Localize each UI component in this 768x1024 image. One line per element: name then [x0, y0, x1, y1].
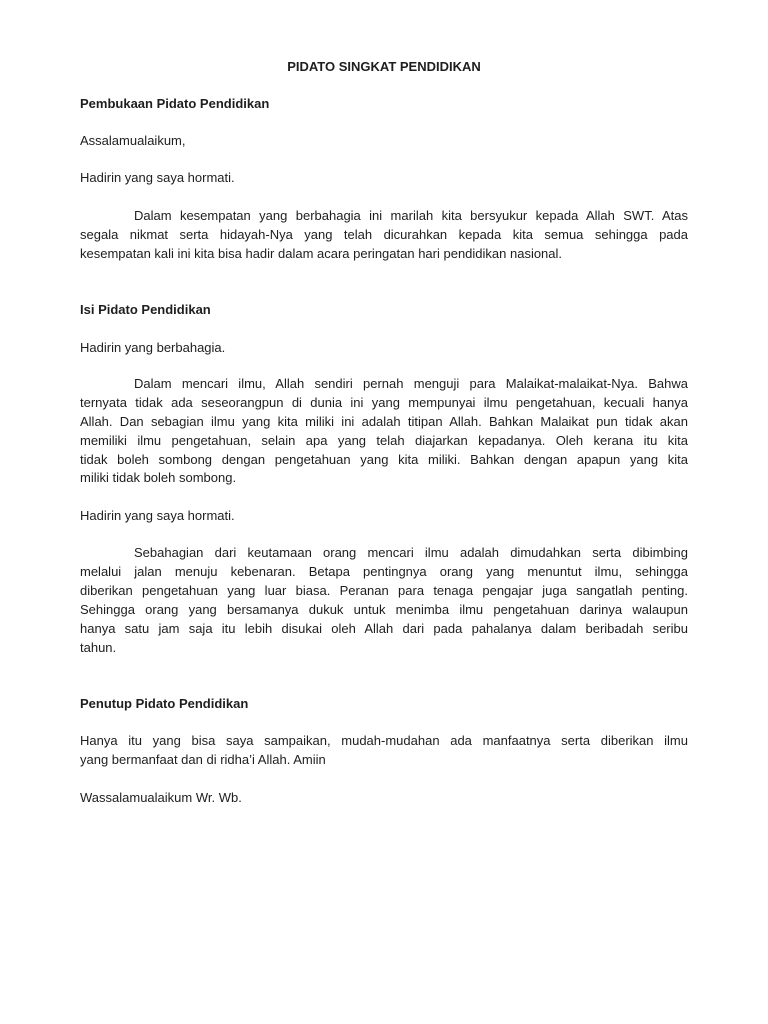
paragraph-line: Allah. Dan sebagian ilmu yang kita miliki ini adalah titipan Allah. Bahkan Malaikat pun tidak akan [80, 414, 688, 429]
paragraph-line: Sehingga orang yang bersamanya dukuk untuk menimba ilmu pengetahuan darinya walaupun [80, 602, 688, 617]
paragraph-line: ternyata tidak ada seseorangpun di dunia ini yang mempunyai ilmu pengetahuan, kecuali hanya [80, 395, 688, 410]
document-title: PIDATO SINGKAT PENDIDIKAN [287, 59, 481, 74]
address-line: Hadirin yang saya hormati. [80, 170, 235, 185]
paragraph-line: diberikan pengetahuan yang luar biasa. Peranan para tenaga pengajar juga sangatlah penting. [80, 583, 688, 598]
paragraph-line: hanya satu jam saja itu lebih disukai oleh Allah dari pada pahalanya dalam beribadah seribu [80, 621, 688, 636]
paragraph-line: memiliki ilmu pengetahuan, selain apa yang telah diajarkan kepadanya. Oleh kerana itu kita [80, 433, 688, 448]
paragraph-line: Dalam mencari ilmu, Allah sendiri pernah menguji para Malaikat-malaikat-Nya. Bahwa [134, 376, 688, 391]
paragraph-line: miliki tidak boleh sombong. [80, 470, 237, 485]
paragraph-line: Dalam kesempatan yang berbahagia ini marilah kita bersyukur kepada Allah SWT. Atas [134, 208, 688, 223]
paragraph-line: tidak boleh sombong dengan pengetahuan yang kita miliki. Bahkan dengan apapun yang kita [80, 452, 688, 467]
greeting: Assalamualaikum, [80, 133, 186, 148]
paragraph-line: melalui jalan menuju kebenaran. Betapa pentingnya orang yang menuntut ilmu, sehingga [80, 564, 688, 579]
paragraph-line: Hanya itu yang bisa saya sampaikan, mudah-mudahan ada manfaatnya serta diberikan ilmu [80, 733, 688, 748]
address-line: Hadirin yang saya hormati. [80, 508, 235, 523]
paragraph-line: yang bermanfaat dan di ridha’i Allah. Amiin [80, 752, 326, 767]
section-heading-opening: Pembukaan Pidato Pendidikan [80, 96, 270, 111]
section-heading-body: Isi Pidato Pendidikan [80, 302, 211, 317]
paragraph-line: segala nikmat serta hidayah-Nya yang telah dicurahkan kepada kita semua sehingga pada [80, 227, 688, 242]
farewell: Wassalamualaikum Wr. Wb. [80, 790, 242, 805]
paragraph-line: tahun. [80, 640, 117, 655]
paragraph-line: Sebahagian dari keutamaan orang mencari ilmu adalah dimudahkan serta dibimbing [134, 545, 688, 560]
address-line: Hadirin yang berbahagia. [80, 340, 226, 355]
section-heading-closing: Penutup Pidato Pendidikan [80, 696, 249, 711]
paragraph-line: kesempatan kali ini kita bisa hadir dalam acara peringatan hari pendidikan nasional. [80, 246, 563, 261]
